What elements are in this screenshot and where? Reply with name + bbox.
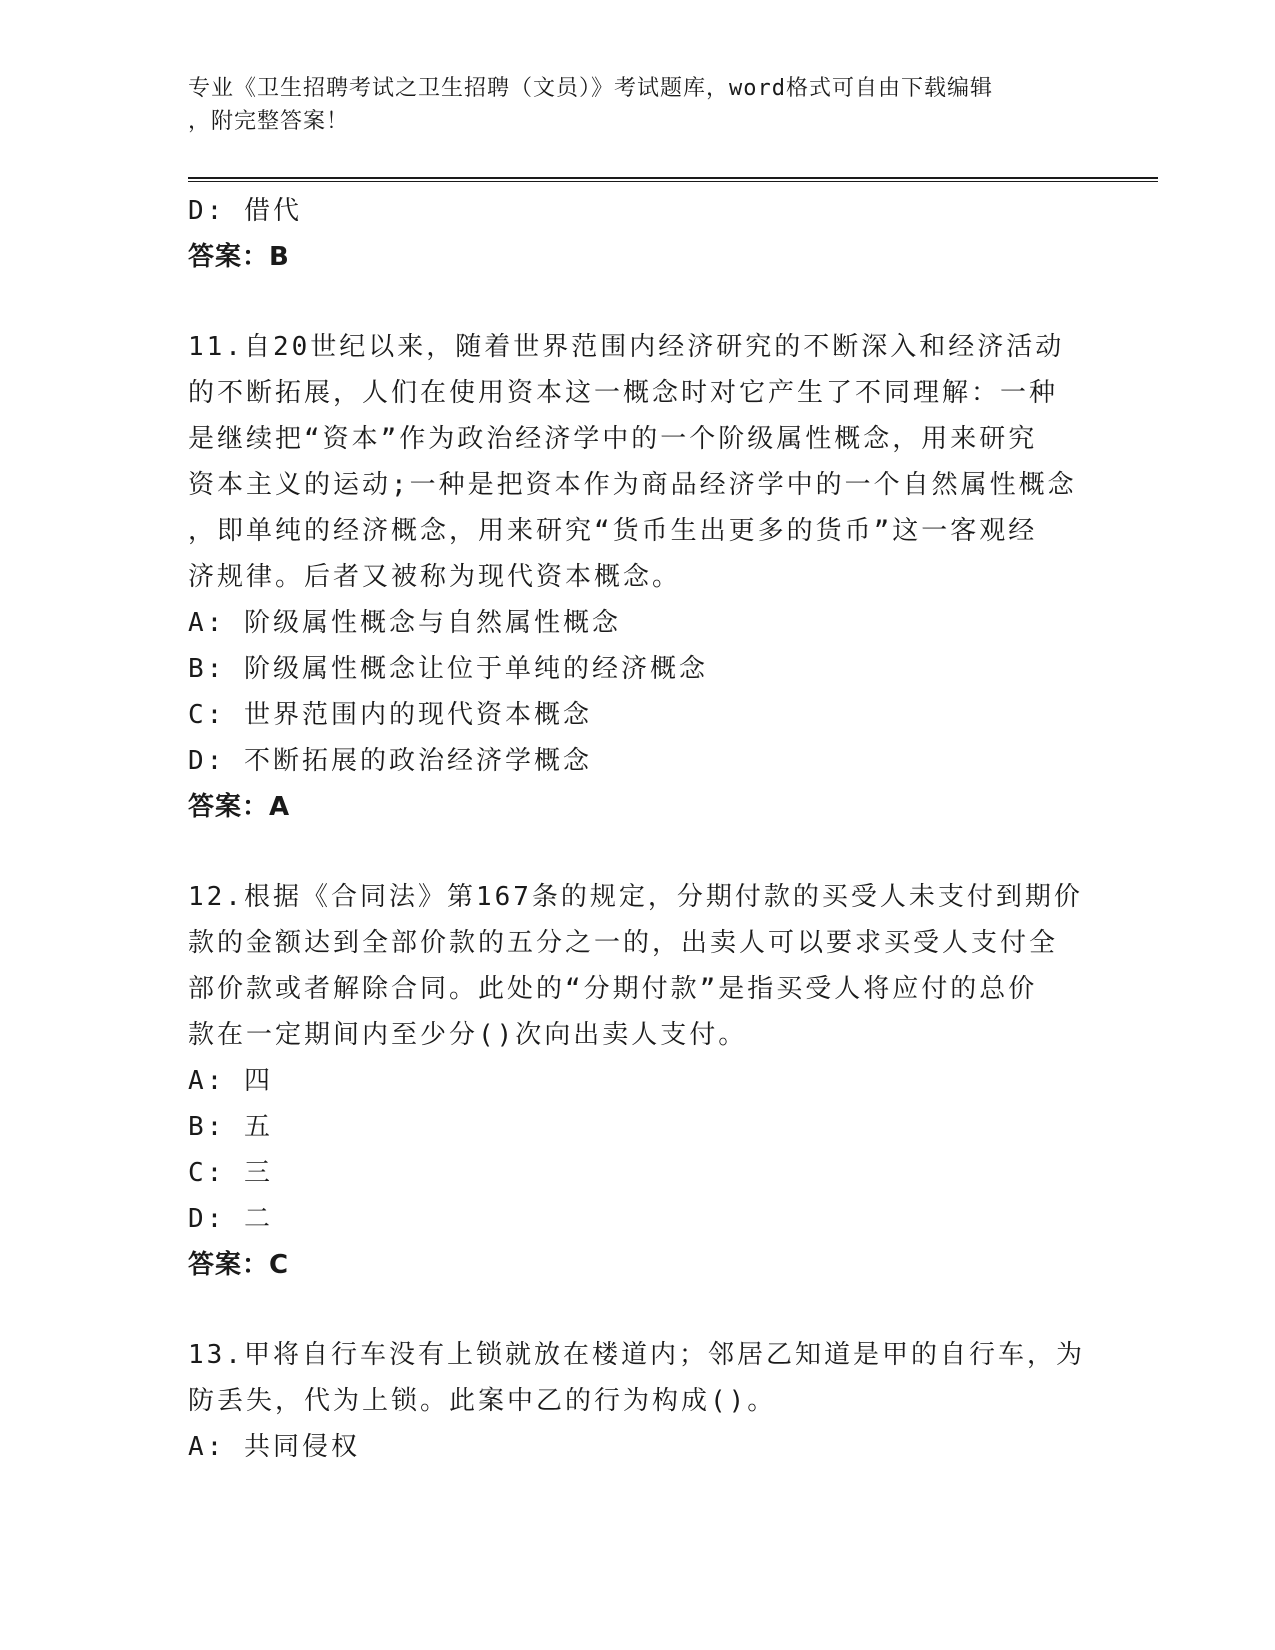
question-13	[188, 1332, 1088, 1470]
option-c: C: 三	[188, 1158, 273, 1188]
question-text-line: 款的金额达到全部价款的五分之一的，出卖人可以要求买受人支付全	[188, 928, 1059, 958]
header-line-2: ，附完整答案！	[188, 109, 350, 134]
question-text-line: 是继续把“资本”作为政治经济学中的一个阶级属性概念，用来研究	[188, 424, 1038, 454]
option-d: D: 二	[188, 1204, 273, 1234]
option-c: C: 世界范围内的现代资本概念	[188, 700, 592, 730]
option-a: A: 四	[188, 1066, 273, 1096]
option-a: A: 共同侵权	[188, 1432, 360, 1462]
answer-line: 答案：C	[188, 1250, 290, 1280]
question-text-line: 济规律。后者又被称为现代资本概念。	[188, 562, 682, 592]
question-text-line: 资本主义的运动;一种是把资本作为商品经济学中的一个自然属性概念	[188, 470, 1077, 500]
option-d: D: 不断拓展的政治经济学概念	[188, 746, 592, 776]
header-line-1: 专业《卫生招聘考试之卫生招聘（文员）》考试题库，word格式可自由下载编辑	[188, 76, 993, 101]
question-text-line: ，即单纯的经济概念，用来研究“货币生出更多的货币”这一客观经	[188, 516, 1038, 546]
option-a: A: 阶级属性概念与自然属性概念	[188, 608, 621, 638]
option-b: B: 五	[188, 1112, 273, 1142]
question-text-line: 13.甲将自行车没有上锁就放在楼道内；邻居乙知道是甲的自行车，为	[188, 1340, 1085, 1370]
page-header	[188, 72, 1068, 138]
question-text-line: 防丢失，代为上锁。此案中乙的行为构成()。	[188, 1386, 777, 1416]
question-text-line: 款在一定期间内至少分()次向出卖人支付。	[188, 1020, 748, 1050]
question-text-line: 部价款或者解除合同。此处的“分期付款”是指买受人将应付的总价	[188, 974, 1038, 1004]
q10-answer: 答案：B	[188, 242, 290, 272]
question-text-line: 的不断拓展，人们在使用资本这一概念时对它产生了不同理解：一种	[188, 378, 1059, 408]
question-text-line: 12.根据《合同法》第167条的规定，分期付款的买受人未支付到期价	[188, 882, 1083, 912]
option-b: B: 阶级属性概念让位于单纯的经济概念	[188, 654, 708, 684]
question-11	[188, 324, 1088, 830]
q10-option-d: D: 借代	[188, 196, 302, 226]
header-divider	[188, 177, 1158, 182]
question-text-line: 11.自20世纪以来，随着世界范围内经济研究的不断深入和经济活动	[188, 332, 1065, 362]
document-body	[188, 188, 1088, 1470]
question-12	[188, 874, 1088, 1288]
answer-line: 答案：A	[188, 792, 291, 822]
